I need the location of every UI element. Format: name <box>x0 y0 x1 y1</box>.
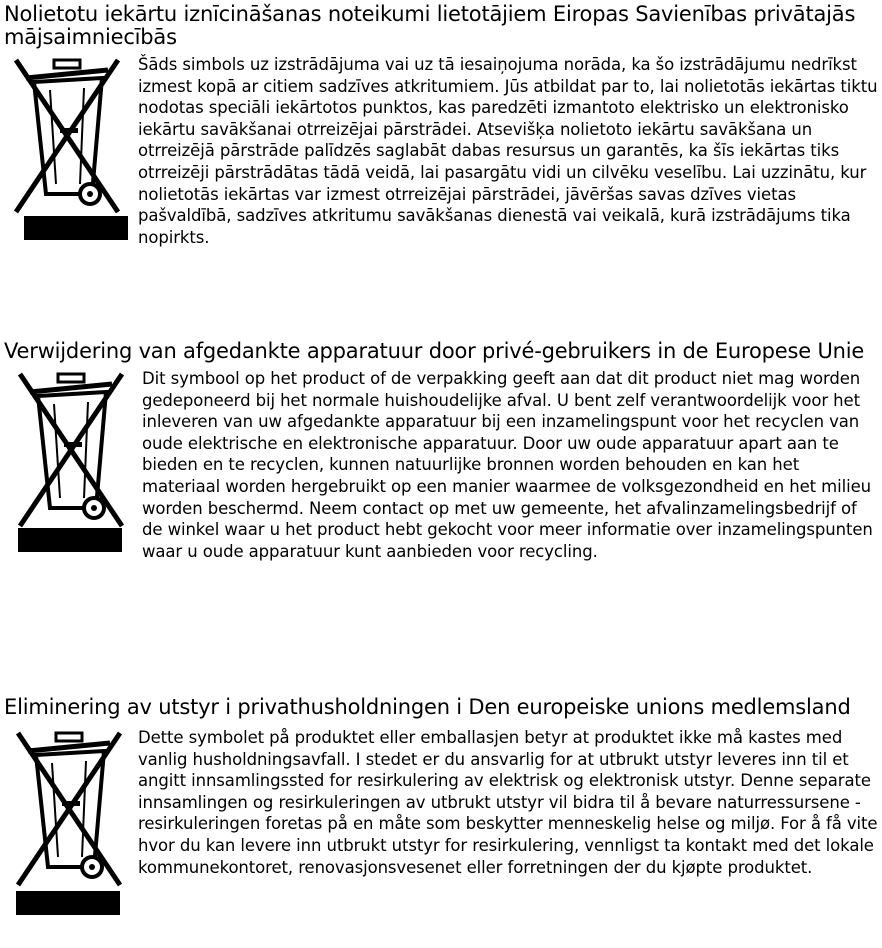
section-title: Eliminering av utstyr i privathusholdningen i Den europeiske unions medlemsland <box>4 695 851 719</box>
crossed-out-wheelie-bin-icon <box>12 729 128 915</box>
disposal-section-nl <box>0 340 882 562</box>
separate-collection-bar <box>18 528 122 552</box>
crossed-out-wheelie-bin-icon <box>10 56 126 242</box>
separate-collection-bar <box>24 216 128 240</box>
disposal-section-lv <box>0 3 882 248</box>
section-title: Nolietotu iekārtu iznīcināšanas noteikumi lietotājiem Eiropas Savienības privātajās mājsaimniecībās <box>4 2 856 49</box>
section-body: Dette symbolet på produktet eller emballasjen betyr at produktet ikke må kastes med vanlig husholdningsavfall. I stedet er du ansvarlig for at utbrukt utstyr leveres inn til et angitt innsamlingssted for resirkulering av elektrisk og elektronisk utstyr. Denne separate innsamlingen og resirkuleringen av utbrukt utstyr vil bidra til å bevare naturressursene - resirkuleringen foretas på en måte som beskytter menneskelig helse og miljø. For å få vite hvor du kan levere inn utbrukt utstyr for resirkulering, vennligst ta kontakt med det lokale kommunekontoret, renovasjonsvesenet eller forretningen der du kjøpte produktet. <box>138 728 878 877</box>
section-body: Dit symbool op het product of de verpakking geeft aan dat dit product niet mag worden gedeponeerd bij het normale huishoudelijke afval. U bent zelf verantwoordelijk voor het inleveren van uw afgedankte apparatuur bij een inzamelingspunt voor het recyclen van oude elektrische en elektronische apparatuur. Door uw oude apparatuur apart aan te bieden en te recyclen, kunnen natuurlijke bronnen worden behouden en kan het materiaal worden hergebruikt op een manier waarmee de volksgezondheid en het milieu worden beschermd. Neem contact op met uw gemeente, het afvalinzamelingsbedrijf of de winkel waar u het product hebt gekocht voor meer informatie over inzamelingspunten waar u oude apparatuur kunt aanbieden voor recycling. <box>142 369 873 561</box>
disposal-section-no <box>0 696 882 913</box>
section-title: Verwijdering van afgedankte apparatuur door privé-gebruikers in de Europese Unie <box>4 339 865 363</box>
section-body: Šāds simbols uz izstrādājuma vai uz tā iesaiņojuma norāda, ka šo izstrādājumu nedrīkst izmest kopā ar citiem sadzīves atkritumiem. Jūs atbildat par to, lai nolietotās iekārtas tiktu nodotas speciāli iekārtotos punktos, kas paredzēti izmantoto elektrisko un elektronisko iekārtu savākšanai otrreizējai pārstrādei. Atsevišķa nolietoto iekārtu savākšana un otrreizējā pārstrāde palīdzēs saglabāt dabas resursus un garantēs, ka šīs iekārtas tiks otrreizēji pārstrādātas tādā veidā, lai pasargātu vidi un cilvēku veselību. Lai uzzinātu, kur nolietotās iekārtas var izmest otrreizējai pārstrādei, jāvēršas savas dzīves vietas pašvaldībā, sadzīves atkritumu savākšanas dienestā vai veikalā, kurā izstrādājums tika nopirkts. <box>138 55 878 247</box>
separate-collection-bar <box>16 891 120 915</box>
